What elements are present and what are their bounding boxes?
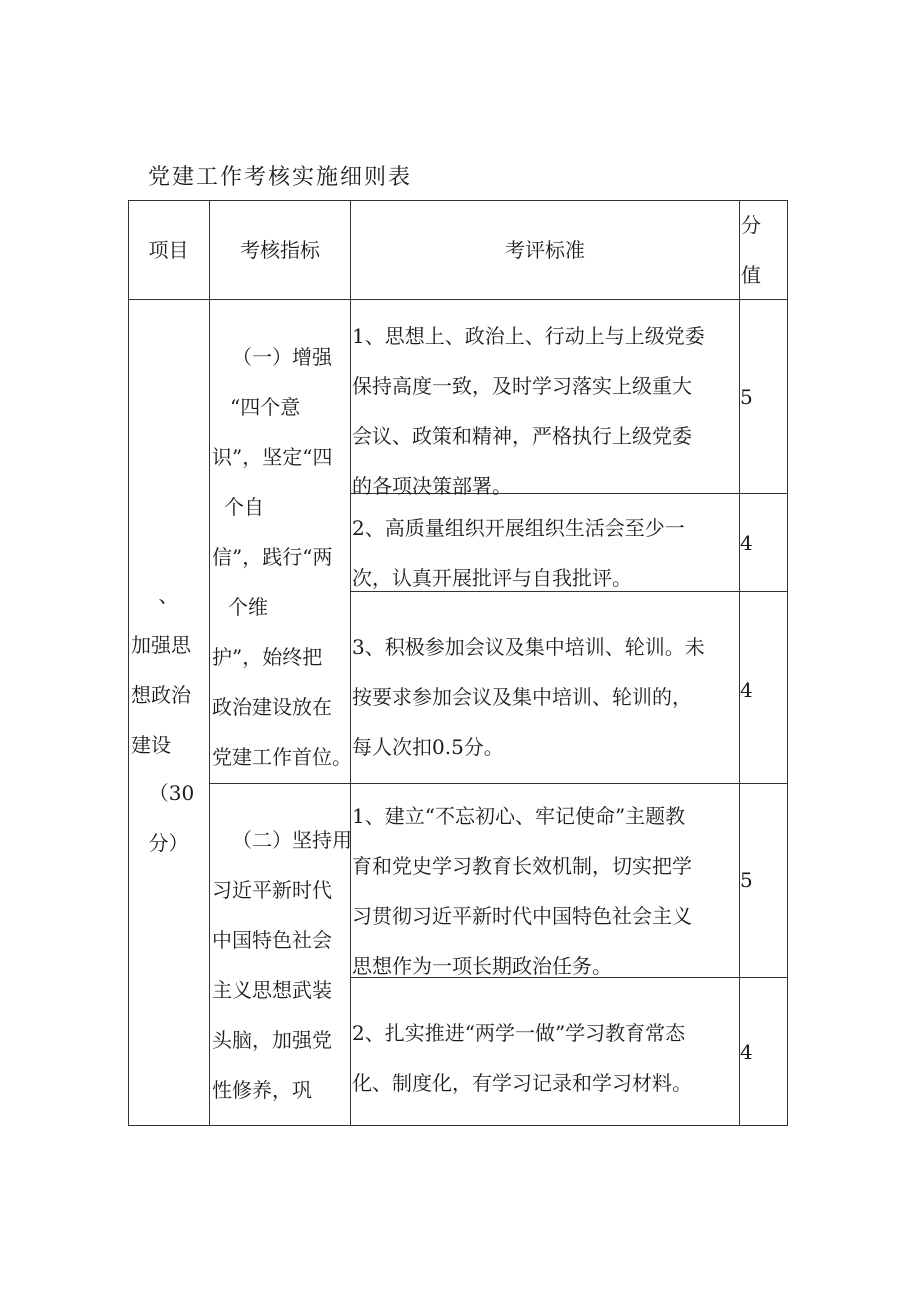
header-divider: [128, 299, 788, 300]
section-name: [131, 620, 209, 770]
indicator-line: 习近平新时代: [212, 878, 332, 902]
table-border-top: [128, 200, 788, 201]
indicator-cell: [212, 332, 352, 782]
header-score-line: 分: [741, 213, 761, 237]
indicator-line: 头脑，加强党: [212, 1028, 332, 1052]
section-points-line: （30: [148, 781, 195, 805]
indicator-line: （一）增强: [232, 345, 332, 369]
standard-line: 每人次扣0.5分。: [352, 735, 504, 759]
table-border-left: [128, 200, 129, 1126]
standard-cell: [352, 622, 740, 772]
standard-line: 按要求参加会议及集中培训、轮训的，: [352, 685, 692, 709]
section-mark: 、: [158, 583, 179, 607]
indicator-line: 性修养，巩: [212, 1078, 312, 1102]
indicator-cell: [212, 815, 352, 1115]
standard-cell: [352, 1008, 740, 1108]
standard-line: 2、扎实推进“两学一做”学习教育常态: [352, 1021, 686, 1045]
header-score: [741, 200, 787, 300]
section-name-line: 想政治: [131, 683, 191, 707]
table-border-right: [787, 200, 788, 1126]
row-divider: [209, 783, 788, 784]
header-standard: 考评标准: [505, 238, 585, 262]
indicator-line: （二）坚持用: [232, 828, 352, 852]
indicator-line: 政治建设放在: [212, 695, 332, 719]
indicator-line: 主义思想武装: [212, 978, 332, 1002]
header-score-line: 值: [741, 263, 761, 287]
indicator-line: 信”，践行“两: [212, 545, 333, 569]
standard-line: 次，认真开展批评与自我批评。: [352, 566, 632, 590]
score-value: 4: [740, 678, 753, 702]
score-value: 5: [740, 385, 753, 409]
standard-line: 的各项决策部署。: [352, 474, 512, 498]
standard-line: 3、积极参加会议及集中培训、轮训。未: [352, 635, 705, 659]
standard-line: 保持高度一致，及时学习落实上级重大: [352, 374, 692, 398]
table-border-bottom: [128, 1125, 788, 1126]
indicator-line: 党建工作首位。: [212, 745, 352, 769]
score-value: 4: [740, 531, 753, 555]
indicator-line: 个自: [224, 495, 264, 519]
assessment-table: [128, 200, 788, 1126]
indicator-line: “四个意: [230, 395, 301, 419]
standard-line: 2、高质量组织开展组织生活会至少一: [352, 516, 685, 540]
score-value: 5: [740, 868, 753, 892]
standard-line: 习贯彻习近平新时代中国特色社会主义: [352, 904, 692, 928]
standard-line: 化、制度化，有学习记录和学习材料。: [352, 1071, 692, 1095]
section-name-line: 建设: [131, 733, 171, 757]
section-points-line: 分）: [148, 831, 189, 855]
standard-line: 1、思想上、政治上、行动上与上级党委: [352, 324, 705, 348]
indicator-line: 护”，始终把: [212, 645, 323, 669]
standard-cell: [352, 311, 740, 511]
header-project: 项目: [148, 238, 189, 262]
standard-cell: [352, 503, 740, 603]
standard-line: 1、建立“不忘初心、牢记使命”主题教: [352, 804, 686, 828]
score-value: 4: [740, 1040, 753, 1064]
page-title: 党建工作考核实施细则表: [148, 165, 413, 190]
standard-cell: [352, 791, 740, 991]
header-indicator: 考核指标: [240, 238, 320, 262]
indicator-line: 中国特色社会: [212, 928, 332, 952]
section-points: [128, 768, 209, 868]
indicator-line: 个维: [228, 595, 268, 619]
standard-line: 育和党史学习教育长效机制，切实把学: [352, 854, 692, 878]
indicator-line: 识”，坚定“四: [212, 445, 333, 469]
standard-line: 会议、政策和精神，严格执行上级党委: [352, 424, 692, 448]
column-divider: [209, 200, 210, 1126]
section-name-line: 加强思: [131, 633, 191, 657]
standard-line: 思想作为一项长期政治任务。: [352, 954, 612, 978]
